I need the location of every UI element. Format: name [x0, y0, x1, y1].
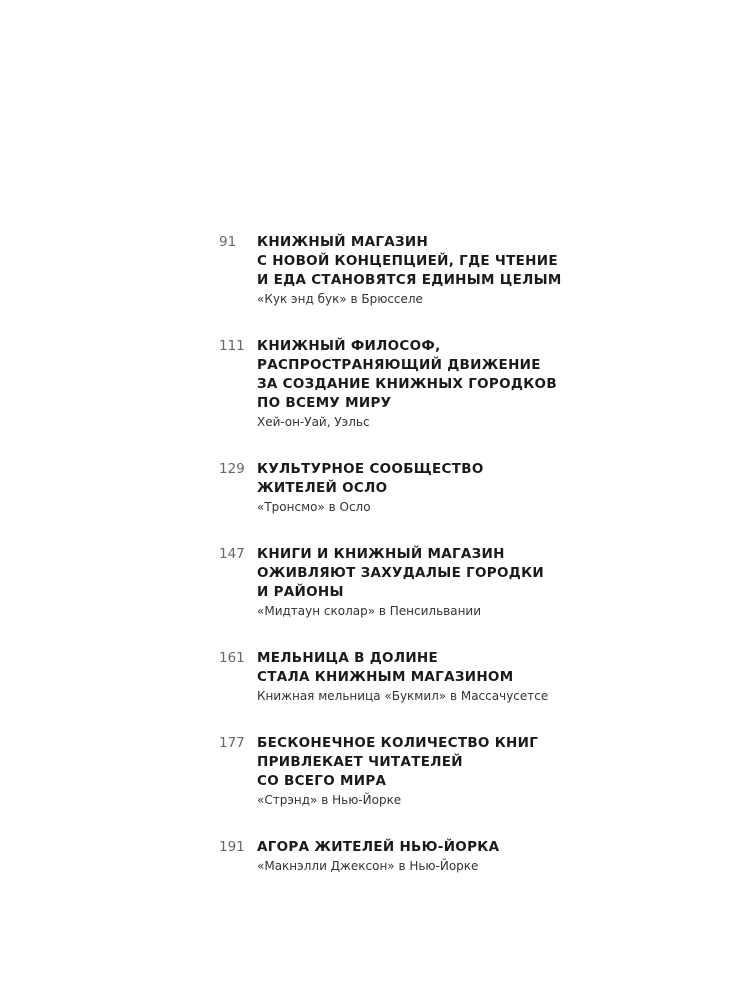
chapter-title — [257, 337, 719, 413]
page-number: 161 — [219, 650, 245, 666]
chapter-title-line: И РАЙОНЫ — [257, 584, 344, 600]
chapter-title-line: ПРИВЛЕКАЕТ ЧИТАТЕЛЕЙ — [257, 754, 463, 770]
chapter-title — [257, 233, 719, 290]
chapter-subtitle: «Кук энд бук» в Брюсселе — [257, 292, 423, 306]
chapter-title-line: БЕСКОНЕЧНОЕ КОЛИЧЕСТВО КНИГ — [257, 735, 539, 751]
chapter-subtitle: «Макнэлли Джексон» в Нью-Йорке — [257, 859, 479, 873]
chapter-title-line: ЗА СОЗДАНИЕ КНИЖНЫХ ГОРОДКОВ — [257, 376, 557, 392]
page-number: 177 — [219, 735, 245, 751]
chapter-title-line: АГОРА ЖИТЕЛЕЙ НЬЮ-ЙОРКА — [257, 839, 500, 855]
toc-entry[interactable] — [219, 838, 719, 875]
chapter-title — [257, 838, 719, 857]
page-number: 129 — [219, 461, 245, 477]
chapter-title-line: КНИЖНЫЙ ФИЛОСОФ, — [257, 338, 441, 354]
table-of-contents — [219, 233, 719, 904]
toc-entry[interactable] — [219, 734, 719, 809]
page-number: 147 — [219, 546, 245, 562]
toc-entry[interactable] — [219, 545, 719, 620]
chapter-title-line: ПО ВСЕМУ МИРУ — [257, 395, 392, 411]
chapter-title-line: С НОВОЙ КОНЦЕПЦИЕЙ, ГДЕ ЧТЕНИЕ — [257, 253, 558, 269]
chapter-title-line: СО ВСЕГО МИРА — [257, 773, 387, 789]
toc-entry[interactable] — [219, 337, 719, 431]
toc-entry[interactable] — [219, 649, 719, 705]
chapter-title — [257, 649, 719, 687]
page-number: 111 — [219, 338, 245, 354]
chapter-title — [257, 545, 719, 602]
page-number: 91 — [219, 234, 237, 250]
chapter-title-line: КУЛЬТУРНОЕ СООБЩЕСТВО — [257, 461, 484, 477]
chapter-title-line: ЖИТЕЛЕЙ ОСЛО — [257, 480, 388, 496]
toc-entry[interactable] — [219, 233, 719, 308]
chapter-title-line: И ЕДА СТАНОВЯТСЯ ЕДИНЫМ ЦЕЛЫМ — [257, 272, 562, 288]
chapter-title-line: СТАЛА КНИЖНЫМ МАГАЗИНОМ — [257, 669, 514, 685]
chapter-title-line: МЕЛЬНИЦА В ДОЛИНЕ — [257, 650, 439, 666]
page-number: 191 — [219, 839, 245, 855]
chapter-subtitle: «Стрэнд» в Нью-Йорке — [257, 793, 402, 807]
chapter-title-line: РАСПРОСТРАНЯЮЩИЙ ДВИЖЕНИЕ — [257, 357, 541, 373]
chapter-subtitle: «Мидтаун сколар» в Пенсильвании — [257, 604, 482, 618]
chapter-title-line: КНИЖНЫЙ МАГАЗИН — [257, 234, 429, 250]
chapter-subtitle: «Тронсмо» в Осло — [257, 500, 371, 514]
chapter-title-line: ОЖИВЛЯЮТ ЗАХУДАЛЫЕ ГОРОДКИ — [257, 565, 545, 581]
chapter-subtitle: Хей-он-Уай, Уэльс — [257, 415, 370, 429]
toc-entry[interactable] — [219, 460, 719, 516]
chapter-subtitle: Книжная мельница «Букмил» в Массачусетсе — [257, 689, 549, 703]
chapter-title — [257, 460, 719, 498]
chapter-title — [257, 734, 719, 791]
chapter-title-line: КНИГИ И КНИЖНЫЙ МАГАЗИН — [257, 546, 505, 562]
